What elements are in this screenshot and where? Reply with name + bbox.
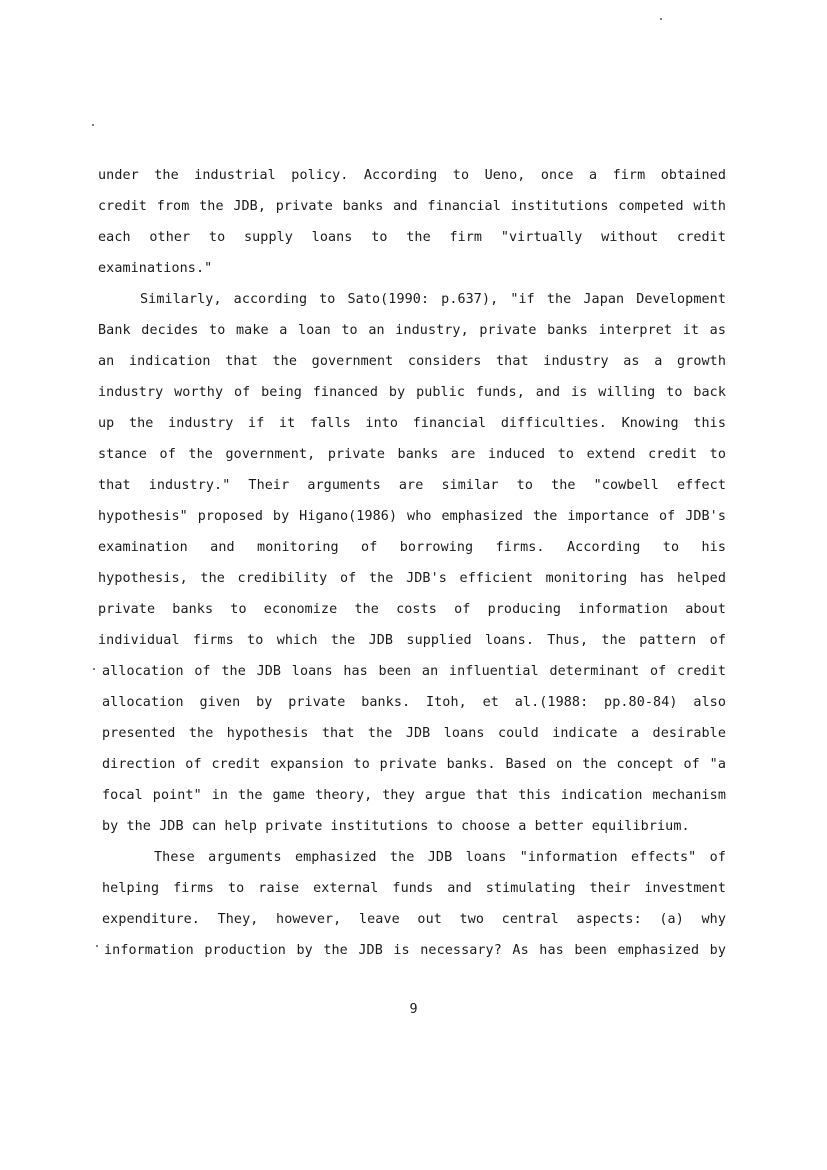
text-line: under the industrial policy. According to Ueno, once a firm obtained [98,168,726,183]
body-text [98,160,726,966]
text-line: helping firms to raise external funds and stimulating their investment [102,881,726,896]
text-line: information production by the JDB is necessary? As has been emphasized by [104,943,726,958]
text-line: that industry." Their arguments are similar to the "cowbell effect [98,478,726,493]
text-line: hypothesis, the credibility of the JDB's efficient monitoring has helped [98,571,726,586]
text-line: individual firms to which the JDB supplied loans. Thus, the pattern of [98,633,726,648]
text-line: presented the hypothesis that the JDB loans could indicate a desirable [102,726,726,741]
text-line: allocation of the JDB loans has been an influential determinant of credit [102,664,726,679]
text-line: examinations." [98,261,213,276]
text-line: Similarly, according to Sato(1990: p.637), "if the Japan Development [140,292,726,307]
scan-speck [93,668,95,670]
text-line: Bank decides to make a loan to an industry, private banks interpret it as [98,323,726,338]
text-line: stance of the government, private banks are induced to extend credit to [98,447,726,462]
text-line: private banks to economize the costs of producing information about [98,602,726,617]
text-line: up the industry if it falls into financial difficulties. Knowing this [98,416,726,431]
scan-speck [96,945,98,947]
text-line: industry worthy of being financed by public funds, and is willing to back [98,385,726,400]
text-line: credit from the JDB, private banks and financial institutions competed with [98,199,726,214]
page-number: 9 [409,1002,418,1017]
scan-speck [660,18,662,20]
text-line: direction of credit expansion to private banks. Based on the concept of "a [102,757,726,772]
text-line: an indication that the government considers that industry as a growth [98,354,726,369]
text-line: hypothesis" proposed by Higano(1986) who emphasized the importance of JDB's [98,509,726,524]
text-line: These arguments emphasized the JDB loans "information effects" of [154,850,726,865]
text-line: focal point" in the game theory, they argue that this indication mechanism [102,788,726,803]
text-line: examination and monitoring of borrowing firms. According to his [98,540,726,555]
text-line: each other to supply loans to the firm "virtually without credit [98,230,726,245]
text-line: by the JDB can help private institutions to choose a better equilibrium. [102,819,690,834]
text-line: allocation given by private banks. Itoh, et al.(1988: pp.80-84) also [102,695,726,710]
text-line: expenditure. They, however, leave out two central aspects: (a) why [102,912,726,927]
scan-speck [92,124,94,126]
